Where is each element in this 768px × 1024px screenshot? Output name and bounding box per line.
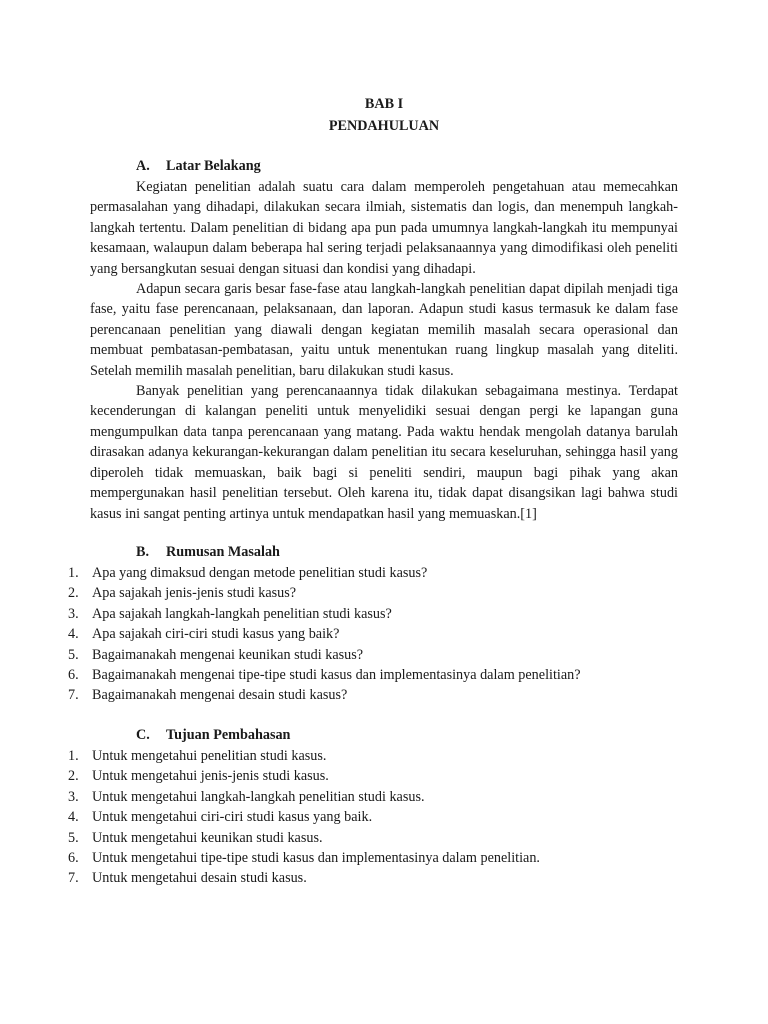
list-number: 1. xyxy=(68,565,79,581)
list-item xyxy=(64,766,704,786)
list-text: Apa yang dimaksud dengan metode penelitian studi kasus? xyxy=(92,565,428,581)
section-a-title: Latar Belakang xyxy=(166,158,261,174)
section-b-title: Rumusan Masalah xyxy=(166,544,280,560)
list-item xyxy=(64,746,704,766)
list-text: Apa sajakah jenis-jenis studi kasus? xyxy=(92,585,297,602)
list-item xyxy=(64,807,704,827)
list-text: Apa sajakah ciri-ciri studi kasus yang baik? xyxy=(92,626,340,643)
section-b-heading xyxy=(136,542,280,562)
list-number: 2. xyxy=(68,585,79,602)
list-number: 4. xyxy=(68,809,79,826)
list-number: 6. xyxy=(68,850,79,867)
list-text: Apa sajakah langkah-langkah penelitian studi kasus? xyxy=(92,605,392,622)
list-text: Bagaimanakah mengenai tipe-tipe studi kasus dan implementasinya dalam penelitian? xyxy=(92,667,581,684)
list-item xyxy=(64,665,704,685)
list-number: 5. xyxy=(68,829,79,846)
list-text: Untuk mengetahui keunikan studi kasus. xyxy=(92,829,323,846)
section-c-letter: C. xyxy=(136,727,150,743)
list-item xyxy=(64,685,704,705)
section-a-letter: A. xyxy=(136,158,150,174)
list-text: Bagaimanakah mengenai keunikan studi kasus? xyxy=(92,646,364,663)
list-number: 5. xyxy=(68,646,79,663)
list-text: Bagaimanakah mengenai desain studi kasus? xyxy=(92,687,348,704)
list-number: 7. xyxy=(68,687,79,704)
list-item xyxy=(64,583,704,603)
paragraph-2: Adapun secara garis besar fase-fase atau langkah-langkah penelitian dapat dipilah menjadi tiga fase, yaitu fase perencanaan, pelaksanaan, dan laporan. Adapun studi kasus termasuk ke dalam fase perencanaan penelitian yang diawali dengan kegiatan memilih masalah secara operasional dan membuat pembatasan-pembatasan, yaitu untuk menentukan ruang lingkup masalah yang diteliti. Setelah memilih masalah penelitian, baru dilakukan studi kasus. xyxy=(90,281,678,379)
list-text: Untuk mengetahui jenis-jenis studi kasus. xyxy=(92,768,329,785)
list-item xyxy=(64,645,704,665)
list-item xyxy=(64,624,704,644)
section-b-letter: B. xyxy=(136,544,150,560)
paragraph-3: Banyak penelitian yang perencanaannya tidak dilakukan sebagaimana mestinya. Terdapat kecenderungan di kalangan peneliti untuk menyelidiki sesuai dengan pergi ke lapangan guna mengumpulkan data tanpa perencanaan yang matang. Pada waktu hendak mengolah datanya barulah dirasakan adanya kekurangan-kekurangan dalam penelitian itu secara keseluruhan, sehingga hasil yang diperoleh tidak memuaskan, baik bagi si peneliti sendiri, maupun bagi pihak yang akan mempergunakan hasil penelitian tersebut. Oleh karena itu, tidak dapat disangsikan lagi bahwa studi kasus ini sangat penting artinya untuk mendapatkan hasil yang memuaskan.[1] xyxy=(90,383,678,522)
list-item xyxy=(64,848,704,868)
page-title: PENDAHULUAN xyxy=(328,118,440,134)
objective-list xyxy=(64,746,704,889)
section-c-heading xyxy=(136,725,290,745)
list-number: 3. xyxy=(68,605,79,622)
list-item xyxy=(64,563,704,583)
section-c-title: Tujuan Pembahasan xyxy=(166,727,291,743)
list-item xyxy=(64,787,704,807)
paragraph-1: Kegiatan penelitian adalah suatu cara dalam memperoleh pengetahuan atau memecahkan permasalahan yang dihadapi, dilakukan secara ilmiah, sistematis dan logis, dan menempuh langkah-langkah tertentu. Dalam penelitian di bidang apa pun pada umumnya langkah-langkah itu mempunyai kesamaan, walaupun dalam beberapa hal sering terjadi pelaksanaannya yang dimodifikasi oleh peneliti yang bersangkutan sesuai dengan situasi dan kondisi yang dihadapi. xyxy=(90,179,678,277)
list-number: 2. xyxy=(68,768,79,785)
list-number: 7. xyxy=(68,870,79,887)
list-item xyxy=(64,604,704,624)
chapter-label: BAB I xyxy=(364,96,404,112)
list-number: 3. xyxy=(68,788,79,805)
section-a-body xyxy=(90,177,678,524)
section-a-heading xyxy=(136,156,261,176)
list-text: Untuk mengetahui desain studi kasus. xyxy=(92,870,307,887)
list-number: 4. xyxy=(68,626,79,643)
problem-list xyxy=(64,563,704,706)
list-number: 6. xyxy=(68,667,79,684)
list-item xyxy=(64,828,704,848)
list-number: 1. xyxy=(68,748,79,764)
list-item xyxy=(64,868,704,888)
list-text: Untuk mengetahui tipe-tipe studi kasus dan implementasinya dalam penelitian. xyxy=(92,850,540,867)
list-text: Untuk mengetahui penelitian studi kasus. xyxy=(92,748,327,764)
list-text: Untuk mengetahui ciri-ciri studi kasus yang baik. xyxy=(92,809,373,826)
list-text: Untuk mengetahui langkah-langkah penelitian studi kasus. xyxy=(92,788,425,805)
